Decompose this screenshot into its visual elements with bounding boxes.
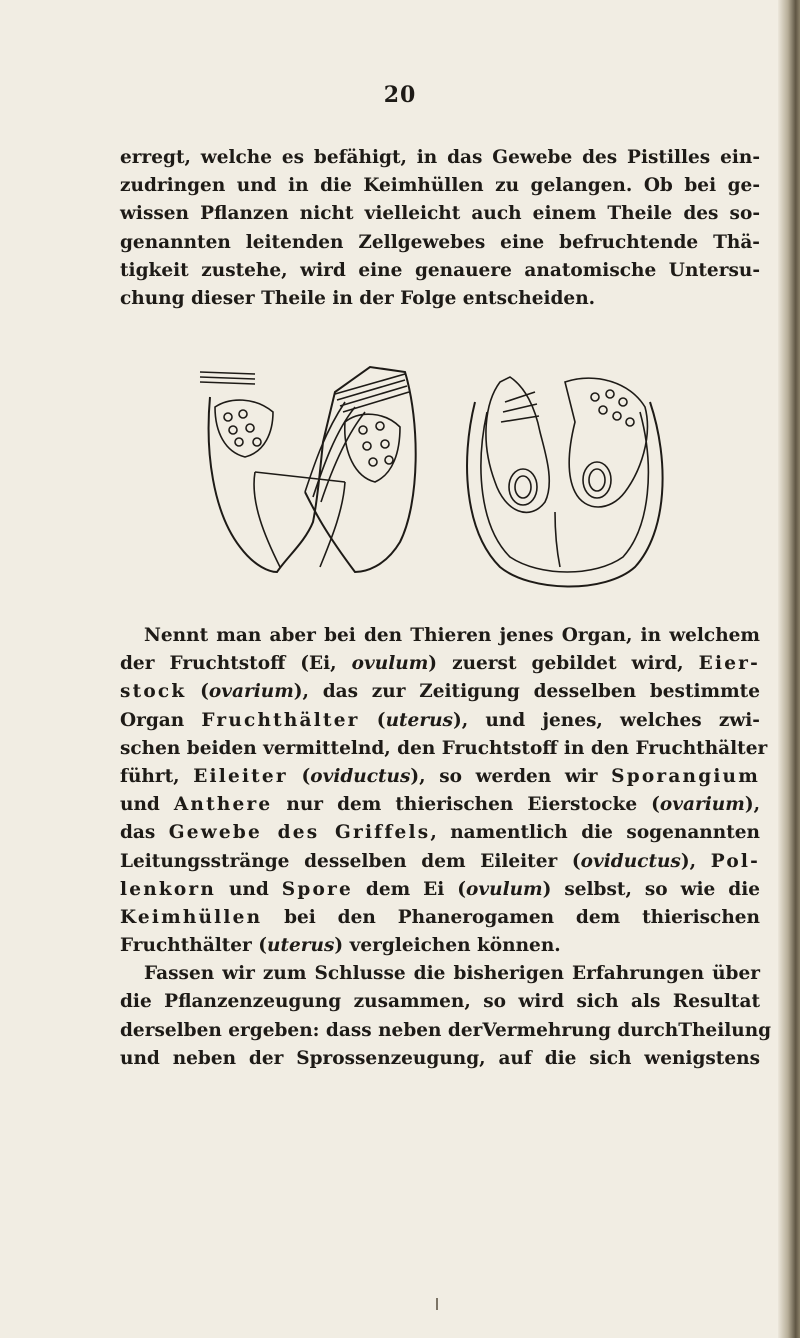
text-run: ), das zur Zeitigung desselben bestimmte xyxy=(293,681,760,703)
text-run: nur dem thierischen Eierstocke ( xyxy=(272,794,660,816)
text-line: und neben der Sprossenzeugung, auf die sich wenigstens xyxy=(120,1047,760,1069)
latin-term: uterus xyxy=(267,935,335,957)
spaced-term: Eileiter xyxy=(193,765,288,787)
botanical-figure xyxy=(195,362,665,607)
text-line: erregt, welche es befähigt, in das Gewebe des Pistilles ein- xyxy=(120,147,760,168)
text-run: das xyxy=(120,822,169,844)
spaced-term: Eier- xyxy=(698,653,760,675)
spaced-term: Gewebe des Griffels xyxy=(168,822,431,844)
text-run: ) vergleichen können. xyxy=(334,935,561,957)
paragraph-1 xyxy=(120,144,760,313)
text-line: genannten leitenden Zellgewebes eine befruchtende Thä- xyxy=(120,231,760,253)
text-run: ) selbst, so wie die xyxy=(542,878,761,900)
text-line: Fassen wir zum Schlusse die bisherigen Erfahrungen über xyxy=(144,963,760,985)
text-run: ), so werden wir xyxy=(410,765,612,787)
page-number: 20 xyxy=(383,82,417,108)
text-line: derselben ergeben: dass neben derVermehrung durchTheilung xyxy=(120,1019,772,1041)
text-line: chung dieser Theile in der Folge entscheiden. xyxy=(120,287,596,309)
text-run: führt, xyxy=(120,765,194,787)
text-line xyxy=(120,650,760,678)
latin-term: ovarium xyxy=(208,681,294,703)
text-run: ), xyxy=(680,850,711,872)
text-line: tigkeit zustehe, wird eine genauere anatomische Untersu- xyxy=(120,259,760,281)
latin-term: oviductus xyxy=(580,850,681,872)
text-line: schen beiden vermittelnd, den Fruchtstoff in den Fruchthälter xyxy=(120,737,768,759)
text-run: der Fruchtstoff (Ei, xyxy=(120,653,352,675)
print-mark xyxy=(436,1298,438,1310)
page-edge-shadow xyxy=(778,0,800,1338)
text-line xyxy=(120,678,760,706)
text-run: bei den Phanerogamen dem thierischen xyxy=(262,906,760,928)
latin-term: ovulum xyxy=(351,653,429,675)
text-run: ( xyxy=(186,681,209,703)
text-line: zudringen und in die Keimhüllen zu gelangen. Ob bei ge- xyxy=(120,175,760,197)
text-run: ( xyxy=(359,709,386,731)
left-pistil-diagram xyxy=(200,367,416,572)
latin-term: ovulum xyxy=(466,878,543,900)
text-line: die Pflanzenzeugung zusammen, so wird sich als Resultat xyxy=(120,991,760,1013)
spaced-term: Fruchthälter xyxy=(201,709,360,731)
text-run: Organ xyxy=(120,709,202,731)
right-ovule-diagram xyxy=(467,377,663,587)
spaced-term: Anthere xyxy=(173,794,273,816)
text-run: Fruchthälter ( xyxy=(120,935,267,957)
paragraph-2 xyxy=(120,622,772,1073)
text-line: Nennt man aber bei den Thieren jenes Organ, in welchem xyxy=(144,625,760,646)
text-run: ), und jenes, welches zwi- xyxy=(452,709,760,731)
text-line: wissen Pflanzen nicht vielleicht auch einem Theile des so- xyxy=(120,203,760,225)
text-run: Leitungsstränge desselben dem Eileiter ( xyxy=(120,850,581,872)
spaced-term: lenkorn xyxy=(120,878,217,900)
text-run: ) zuerst gebildet wird, xyxy=(428,653,699,675)
spaced-term: Keimhüllen xyxy=(120,906,263,928)
text-line xyxy=(120,904,760,932)
text-line xyxy=(120,763,760,791)
text-line xyxy=(120,819,760,847)
text-line xyxy=(120,876,760,904)
text-line xyxy=(120,848,760,876)
spaced-term: stock xyxy=(120,681,187,703)
spaced-term: Spore xyxy=(281,878,353,900)
text-run: dem Ei ( xyxy=(352,878,467,900)
latin-term: oviductus xyxy=(310,765,411,787)
text-run: ), xyxy=(744,794,761,816)
spaced-term: Pol- xyxy=(710,850,760,872)
text-run: und xyxy=(216,878,282,900)
latin-term: ovarium xyxy=(659,794,745,816)
text-line xyxy=(120,707,760,735)
text-run: , namentlich die sogenannten xyxy=(430,822,760,844)
text-line xyxy=(120,791,760,819)
text-run: und xyxy=(120,794,174,816)
spaced-term: Sporangium xyxy=(611,765,760,787)
text-run: ( xyxy=(287,765,311,787)
text-line xyxy=(120,932,760,960)
latin-term: uterus xyxy=(385,709,453,731)
